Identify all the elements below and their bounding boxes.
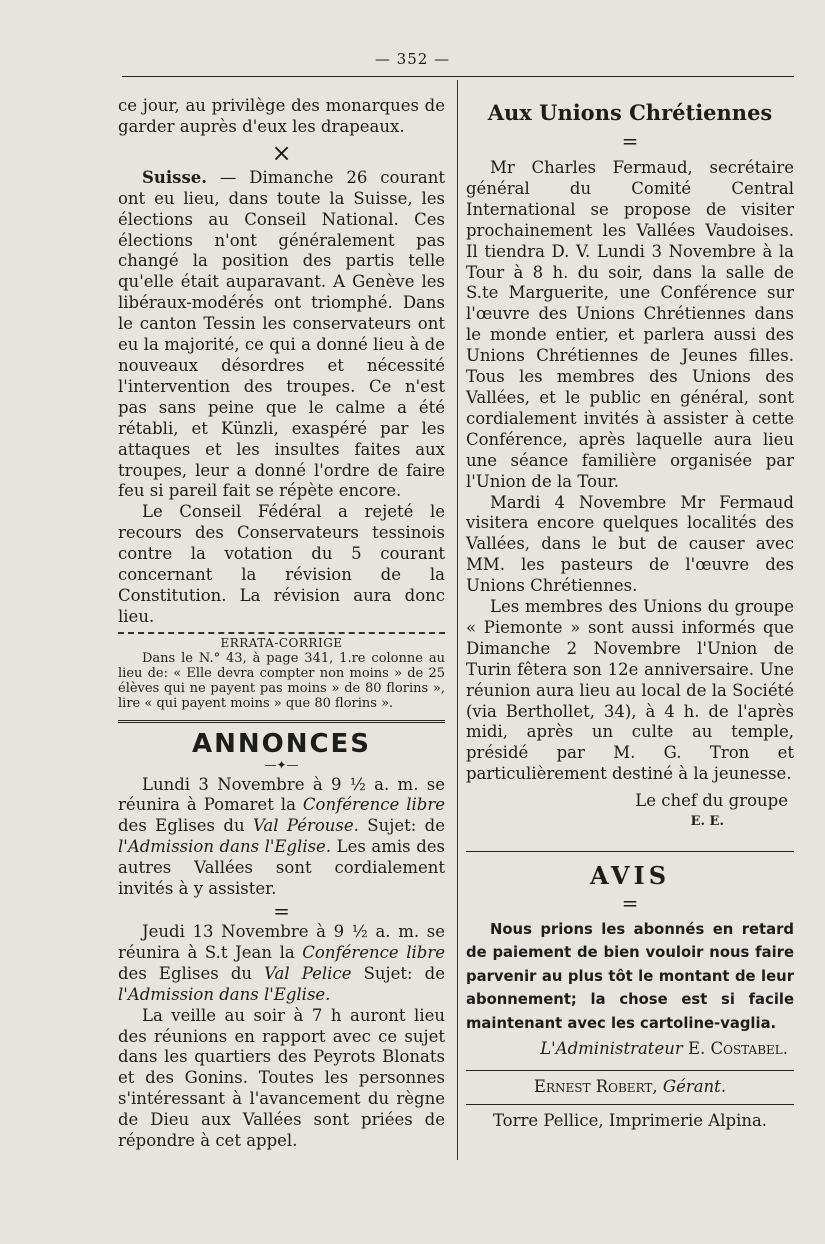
imprimerie-rule: [466, 1104, 794, 1105]
right-column: [466, 96, 794, 1132]
errata-title: ERRATA-CORRIGE: [118, 632, 445, 651]
ann2-sujet: l'Admission dans l'Eglise.: [118, 984, 331, 1004]
avis-separator: =: [621, 891, 639, 915]
suisse-label: Suisse.: [142, 167, 208, 187]
unions-paragraph-2: Mardi 4 Novembre Mr Fermaud visitera encore quelques localités des Vallées, dans le but de causer avec MM. les pasteurs de l'œuvre des Unions Chrétiennes.: [466, 492, 794, 596]
section-cross: ×: [271, 138, 292, 167]
gerant-rule: [466, 1070, 794, 1071]
avis-text: Nous prions les abonnés en retard de paiement de bien vouloir nous faire parvenir au plus tôt le montant de leur abonnement; la chose est si facile maintenant avec les cartoline-vaglia.: [466, 921, 794, 1032]
ann1-text-c: Sujet: de: [358, 816, 445, 836]
unions-signature: Le chef du groupe: [635, 791, 788, 811]
ann1-text-b: des Eglises du: [118, 816, 253, 836]
unions-paragraph-3: Les membres des Unions du groupe « Piemonte » sont aussi informés que Dimanche 2 Novembre l'Union de Turin fêtera son 12e anniversaire. Une réunion aura lieu au local de la Société (via Berthollet, 34), à 4 h. de l'après midi, après un culte au temple, présidé par M. G. Tron et particulièrement destiné à la jeunesse.: [466, 597, 794, 784]
column-divider: [457, 80, 458, 1160]
intro-paragraph: ce jour, au privilège des monarques de garder auprès d'eux les drapeaux.: [118, 96, 445, 136]
suisse-text: — Dimanche 26 courant ont eu lieu, dans toute la Suisse, les élections au Conseil National. Ces élections n'ont généralement pas changé la position des partis telle qu'elle était auparavant. A Genève les libéraux-modérés ont triomphé. Dans le canton Tessin les conservateurs ont eu la majorité, ce qui a donné lieu à de nouveaux désordres et nécessité l'intervention des troupes. Ce n'est pas sans peine que le calme a été rétabli, et Künzli, exaspéré par les attaques et les insultes faites aux troupes, leur a donné l'ordre de faire feu si pareil fait se répète encore.: [118, 167, 445, 501]
conseil-paragraph: Le Conseil Fédéral a rejeté le recours des Conservateurs tessinois contre la votation du 5 courant concernant la révision de la Constitution. La révision aura donc lieu.: [118, 502, 445, 626]
ann1-conference: Conférence libre: [302, 795, 445, 815]
ann1-text-d: Les amis des autres Vallées sont cordialement invités à y assister.: [118, 837, 445, 899]
avis-signature: [466, 1039, 794, 1060]
unions-title: Aux Unions Chrétiennes: [487, 100, 773, 125]
errata-text: Dans le N.° 43, à page 341, 1.re colonne au lieu de: « Elle devra compter non moins » de 25 élèves qui ne payent pas moins » de 80 florins », lire « qui payent moins » que 80 florins ».: [118, 650, 445, 712]
ann2-text-c: Sujet: de: [351, 963, 445, 983]
separator-equals: =: [273, 899, 290, 923]
gerant-line: [466, 1077, 794, 1098]
avis-rule: [466, 851, 794, 852]
suisse-paragraph: [118, 168, 445, 503]
avis-sign-role: L'Administrateur: [540, 1039, 683, 1059]
gerant-name: Ernest Robert,: [533, 1076, 663, 1096]
annonce-reunions: La veille au soir à 7 h auront lieu des réunions en rapport avec ce sujet dans les quartiers des Peyrots Blonats et des Gonins. Toutes les personnes s'intéressant à l'avancement du règne de Dieu aux Vallées sont priées de répondre à cet appel.: [118, 1005, 445, 1151]
ann2-text-a: Jeudi 13 Novembre à 9 ½ a. m. se réunira à S.t Jean la: [118, 922, 445, 962]
imprimerie-line: Torre Pellice, Imprimerie Alpina.: [492, 1110, 768, 1130]
ann2-val: Val Pelice: [264, 963, 352, 983]
annonce-pomaret: [118, 775, 445, 900]
annonces-title: ANNONCES: [191, 728, 372, 759]
ann1-text-a: Lundi 3 Novembre à 9 ½ a. m. se réunira à Pomaret la: [118, 774, 445, 815]
ann1-val: Val Pérouse.: [252, 816, 359, 836]
unions-initials: E. E.: [690, 814, 724, 830]
unions-paragraph-1: Mr Charles Fermaud, secrétaire général du Comité Central International se propose de visiter prochainement les Vallées Vaudoises. Il tiendra D. V. Lundi 3 Novembre à la Tour à 8 h. du soir, dans la salle de S.te Marguerite, une Conférence sur l'œuvre des Unions Chrétiennes dans le monde entier, et parlera aussi des Unions Chrétiennes de Jeunes filles. Tous les membres des Unions des Vallées, et le public en général, sont cordialement invités à assister à cette Conférence, après laquelle aura lieu une séance familière organisée par l'Union de la Tour.: [466, 158, 794, 491]
avis-title: AVIS: [589, 861, 671, 890]
ann1-sujet: l'Admission dans l'Eglise.: [118, 837, 332, 857]
annonces-rule: [118, 720, 445, 723]
ann2-text-b: des Eglises du: [118, 963, 265, 983]
page-number: — 352 —: [374, 50, 451, 68]
header-rule: [122, 76, 794, 77]
ann2-conference: Conférence libre: [302, 942, 445, 962]
avis-sign-name: E. Costabel.: [682, 1039, 788, 1059]
gerant-role: Gérant.: [662, 1076, 727, 1096]
ornament-divider: —✦—: [264, 757, 299, 772]
left-column: [118, 96, 445, 1152]
annonce-st-jean: [118, 922, 445, 1006]
unions-separator: =: [621, 129, 639, 153]
